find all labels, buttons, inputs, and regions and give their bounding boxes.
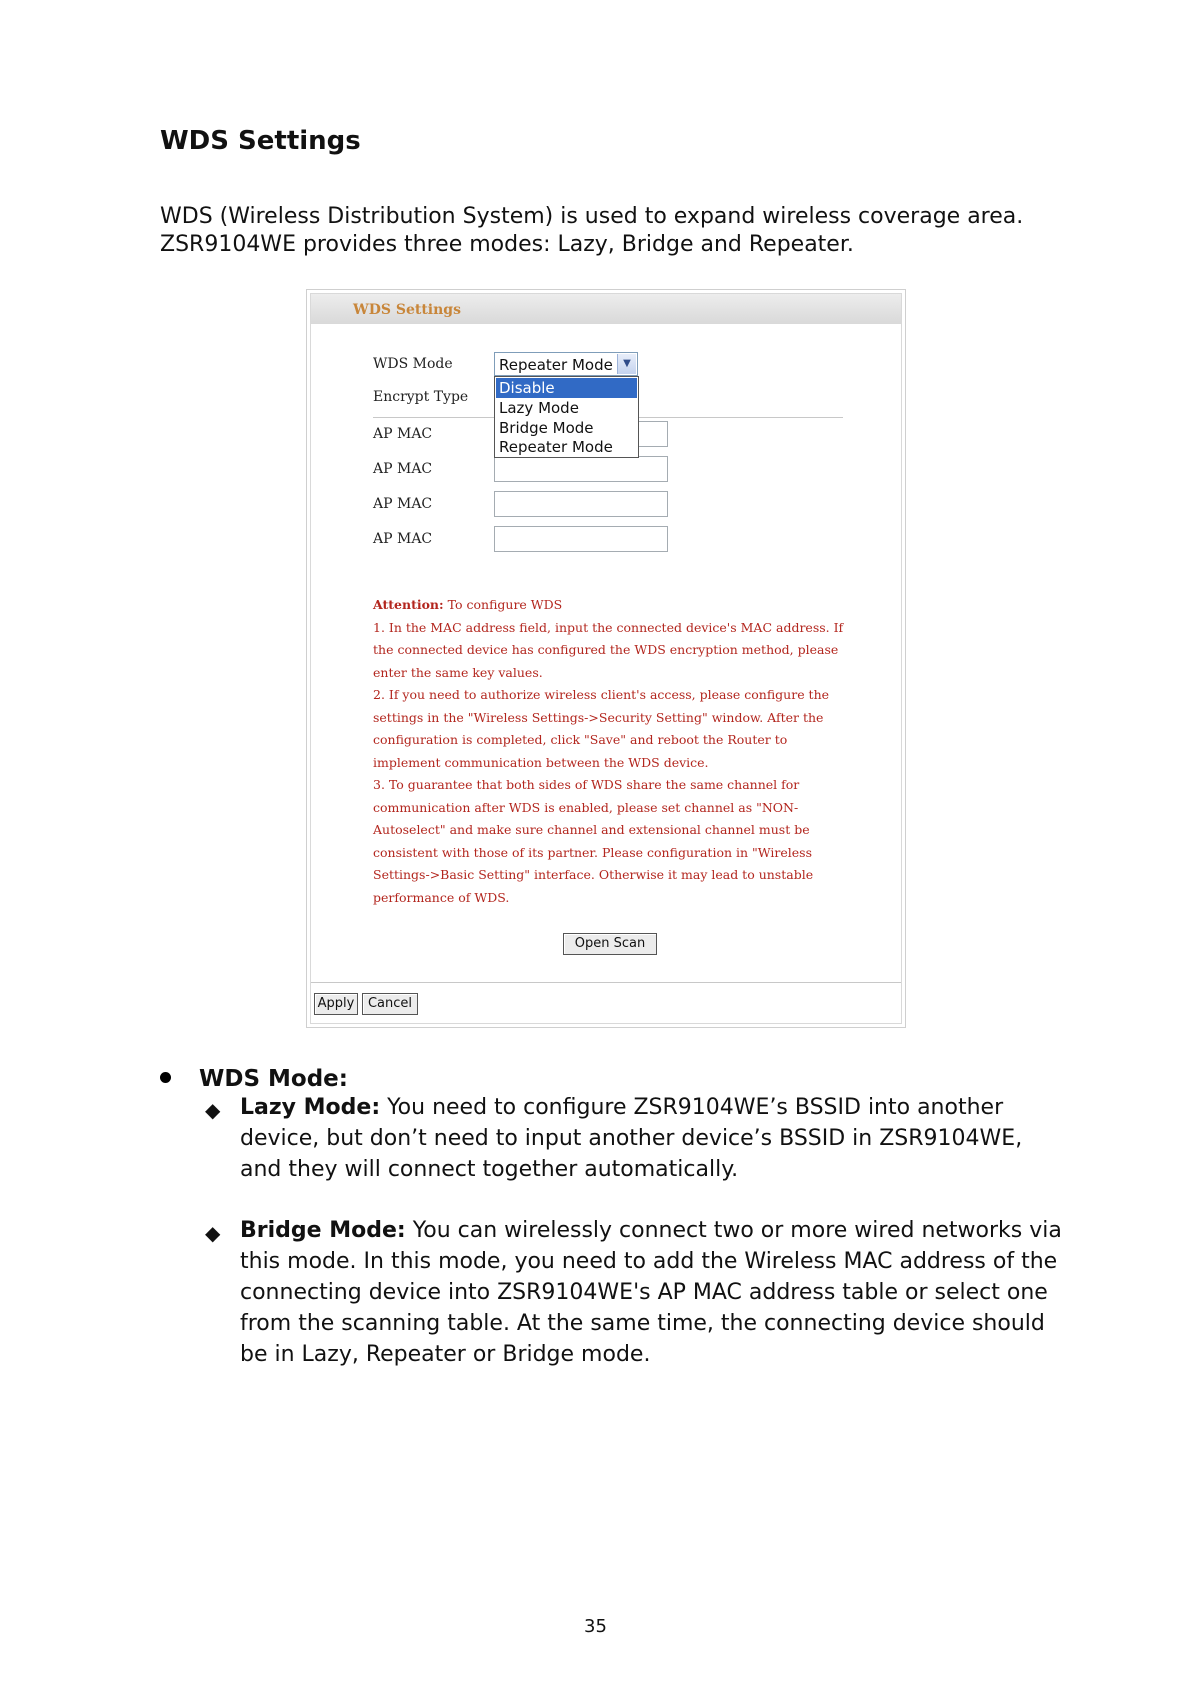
bridge-mode-title: Bridge Mode: [240,1218,406,1243]
diamond-bullet-icon: ◆ [205,1221,221,1245]
cancel-button[interactable]: Cancel [362,993,418,1015]
open-scan-button[interactable]: Open Scan [563,933,657,955]
ap-mac-label-2: AP MAC [373,461,433,477]
wds-mode-heading [160,1066,348,1092]
attention-item-1: 1. In the MAC address field, input the connected device's MAC address. If the connected device has configured the WDS encryption method, please enter the same key values. [373,619,844,680]
encrypt-type-label: Encrypt Type [373,389,469,405]
wds-mode-heading-text: WDS Mode: [199,1066,348,1092]
wds-mode-label: WDS Mode [373,356,453,372]
screenshot-frame [310,293,902,1024]
ap-mac-input-2[interactable] [494,456,668,482]
lazy-mode-text: You need to configure ZSR9104WE’s BSSID into another device, but don’t need to input another device’s BSSID in ZSR9104WE, and they will connect together automatically. [240,1095,1023,1182]
ap-mac-input-4[interactable] [494,526,668,552]
ap-mac-label-1: AP MAC [373,426,433,442]
wds-mode-dropdown [494,376,639,458]
attention-intro: To configure WDS [447,597,563,612]
ap-mac-input-3[interactable] [494,491,668,517]
ap-mac-label-3: AP MAC [373,496,433,512]
diamond-bullet-icon: ◆ [205,1098,221,1122]
screenshot-title: WDS Settings [353,302,461,318]
bridge-mode-item [205,1215,1070,1370]
bridge-mode-text: You can wirelessly connect two or more wired networks via this mode. In this mode, you need to add the Wireless MAC address of the connecting device into ZSR9104WE's AP MAC address table or select one from the scanning table. At the same time, the connecting device should be in Lazy, Repeater or Bridge mode. [240,1218,1062,1367]
footer-divider [311,982,901,983]
option-repeater-mode[interactable]: Repeater Mode [499,438,613,456]
lazy-mode-item [205,1092,1070,1185]
attention-item-3: 3. To guarantee that both sides of WDS share the same channel for communication after WDS is enabled, please set channel as "NON-Autoselect" and make sure channel and extensional channel must be consistent with those of its partner. Please configuration in "Wireless Settings->Basic Setting" interface. Otherwise it may lead to unstable performance of WDS. [373,777,814,905]
option-bridge-mode[interactable]: Bridge Mode [499,419,594,437]
attention-note [373,594,853,909]
page-number: 35 [584,1616,607,1637]
wds-mode-select[interactable] [494,352,638,376]
ap-mac-label-4: AP MAC [373,531,433,547]
chevron-down-icon[interactable]: ▼ [617,354,636,374]
option-disable[interactable]: Disable [496,378,637,398]
attention-label: Attention: [373,597,444,612]
wds-settings-screenshot [306,289,906,1028]
lazy-mode-title: Lazy Mode: [240,1095,381,1120]
wds-mode-selected-value: Repeater Mode [499,356,613,374]
option-lazy-mode[interactable]: Lazy Mode [499,399,579,417]
bullet-icon [160,1072,171,1083]
screenshot-header [311,294,901,324]
intro-paragraph: WDS (Wireless Distribution System) is used to expand wireless coverage area. ZSR9104WE provides three modes: Lazy, Bridge and Repeater. [160,204,1024,257]
page-heading: WDS Settings [160,126,361,156]
apply-button[interactable]: Apply [314,993,358,1015]
attention-item-2: 2. If you need to authorize wireless client's access, please configure the settings in the "Wireless Settings->Security Setting" window. After the configuration is completed, click "Save" and reboot the Router to implement communication between the WDS device. [373,687,830,770]
